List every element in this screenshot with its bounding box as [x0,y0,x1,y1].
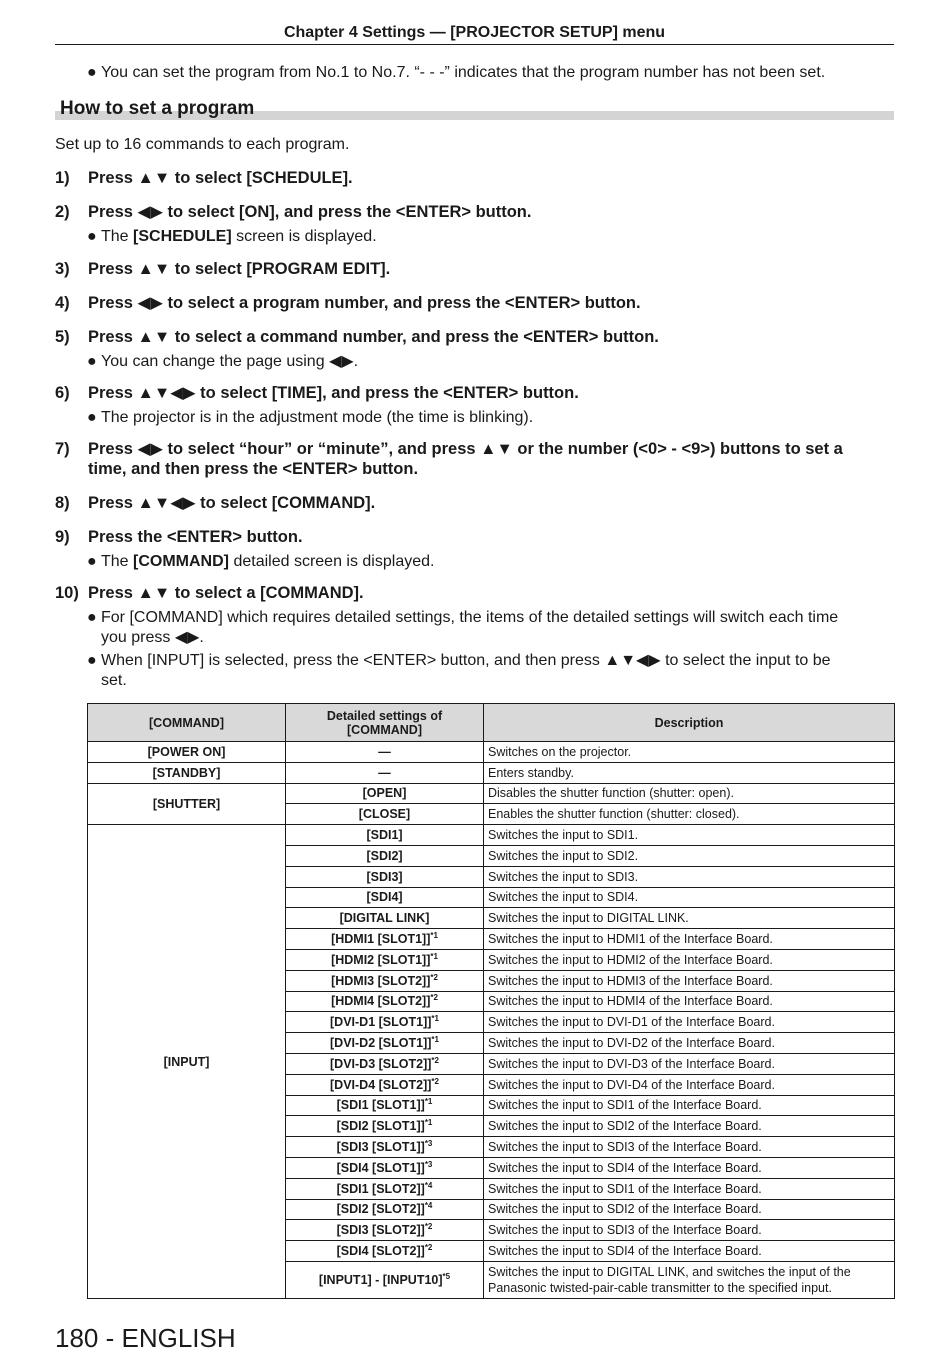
detail-cell: [SDI4 [SLOT2]]$^{*2}$ [286,1241,484,1262]
detail-cell: [OPEN] [286,783,484,804]
header-description: Description [484,704,895,742]
description-cell: Switches the input to HDMI1 of the Interface Board. [484,929,895,950]
command-cell: [SHUTTER] [88,783,286,825]
detail-cell: [SDI4] [286,887,484,908]
detail-cell: [CLOSE] [286,804,484,825]
footnote-mark: *1 [431,1014,439,1024]
detail-cell: [DVI-D2 [SLOT1]]$^{*1}$ [286,1033,484,1054]
section-heading [55,98,894,122]
description-cell: Switches the input to DVI-D1 of the Interface Board. [484,1012,895,1033]
bullet-icon: ● [87,409,97,426]
footnote-mark: *3 [424,1159,433,1169]
footnote-mark: *1 [424,1118,433,1128]
description-cell: Switches the input to SDI2 of the Interface Board. [484,1199,895,1220]
header-detail: Detailed settings of [COMMAND] [286,704,484,742]
description-cell: Switches the input to SDI3. [484,866,895,887]
description-cell: Switches the input to SDI4 of the Interface Board. [484,1157,895,1178]
detail-cell: [HDMI2 [SLOT1]]$^{*1}$ [286,949,484,970]
footnote-mark: *2 [424,1242,433,1252]
footnote-mark: *2 [424,1222,433,1232]
detail-cell: [DVI-D4 [SLOT2]]$^{*2}$ [286,1074,484,1095]
footnote-mark: *2 [431,1055,439,1065]
chapter-header: Chapter 4 Settings — [PROJECTOR SETUP] menu [55,22,894,45]
description-cell: Switches the input to DIGITAL LINK, and switches the input of the Panasonic twisted-pair-cable transmitter to the specified input. [484,1261,895,1298]
description-cell: Switches the input to SDI2. [484,845,895,866]
detail-cell: [DIGITAL LINK] [286,908,484,929]
bullet-icon: ● [87,553,97,570]
detail-cell: [SDI1 [SLOT1]]$^{*1}$ [286,1095,484,1116]
detail-cell: [SDI3] [286,866,484,887]
description-cell: Switches the input to HDMI2 of the Interface Board. [484,949,895,970]
description-cell: Disables the shutter function (shutter: open). [484,783,895,804]
description-cell: Switches the input to SDI4 of the Interface Board. [484,1241,895,1262]
bullet-icon: ● [87,353,97,370]
command-cell: [INPUT] [88,825,286,1299]
description-cell: Enables the shutter function (shutter: closed). [484,804,895,825]
footnote-mark: *2 [430,972,438,982]
description-cell: Switches the input to SDI4. [484,887,895,908]
description-cell: Switches the input to DIGITAL LINK. [484,908,895,929]
description-cell: Switches the input to HDMI4 of the Interface Board. [484,991,895,1012]
description-cell: Switches the input to SDI1 of the Interface Board. [484,1095,895,1116]
description-cell: Switches the input to SDI1. [484,825,895,846]
detail-cell: [DVI-D3 [SLOT2]]$^{*2}$ [286,1053,484,1074]
page-number: 180 - ENGLISH [55,1323,236,1353]
detail-cell: [HDMI4 [SLOT2]]$^{*2}$ [286,991,484,1012]
footnote-mark: *3 [424,1138,433,1148]
section-intro: Set up to 16 commands to each program. [55,136,350,153]
footnote-mark: *4 [424,1201,433,1211]
detail-cell: [SDI2 [SLOT2]]$^{*4}$ [286,1199,484,1220]
bullet-icon: ● [87,609,97,626]
description-cell: Switches the input to SDI3 of the Interface Board. [484,1220,895,1241]
bullet-icon: ● [87,228,97,245]
description-cell: Switches the input to HDMI3 of the Interface Board. [484,970,895,991]
command-cell: [STANDBY] [88,762,286,783]
detail-cell: [HDMI1 [SLOT1]]$^{*1}$ [286,929,484,950]
command-table [87,703,895,1299]
table-row [88,742,895,763]
footnote-mark: *4 [424,1180,433,1190]
table-row [88,825,895,846]
footnote-mark: *2 [430,993,438,1003]
table-row [88,783,895,804]
footnote-mark: *1 [430,930,438,940]
description-cell: Switches the input to DVI-D4 of the Interface Board. [484,1074,895,1095]
detail-cell: [SDI1] [286,825,484,846]
footnote-mark: *1 [431,1034,439,1044]
detail-cell: — [286,762,484,783]
footnote-mark: *2 [431,1076,439,1086]
bullet-icon: ● [87,64,97,81]
detail-cell: — [286,742,484,763]
footnote-mark: *5 [442,1271,451,1281]
detail-cell: [SDI3 [SLOT2]]$^{*2}$ [286,1220,484,1241]
detail-cell: [DVI-D1 [SLOT1]]$^{*1}$ [286,1012,484,1033]
detail-cell: [SDI3 [SLOT1]]$^{*3}$ [286,1137,484,1158]
detail-cell: [HDMI3 [SLOT2]]$^{*2}$ [286,970,484,991]
section-title: How to set a program [60,98,255,119]
header-command: [COMMAND] [88,704,286,742]
description-cell: Switches on the projector. [484,742,895,763]
detail-cell: [SDI4 [SLOT1]]$^{*3}$ [286,1157,484,1178]
description-cell: Switches the input to DVI-D3 of the Interface Board. [484,1053,895,1074]
footnote-mark: *1 [430,951,438,961]
description-cell: Switches the input to SDI2 of the Interface Board. [484,1116,895,1137]
bullet-icon: ● [87,652,97,669]
command-cell: [POWER ON] [88,742,286,763]
table-header-row [88,704,895,742]
detail-cell: [SDI2] [286,845,484,866]
description-cell: Switches the input to DVI-D2 of the Interface Board. [484,1033,895,1054]
footnote-mark: *1 [424,1097,433,1107]
detail-cell: [SDI2 [SLOT1]]$^{*1}$ [286,1116,484,1137]
detail-cell: [INPUT1] - [INPUT10]$^{*5}$ [286,1261,484,1298]
description-cell: Switches the input to SDI3 of the Interface Board. [484,1137,895,1158]
description-cell: Enters standby. [484,762,895,783]
table-row [88,762,895,783]
detail-cell: [SDI1 [SLOT2]]$^{*4}$ [286,1178,484,1199]
description-cell: Switches the input to SDI1 of the Interface Board. [484,1178,895,1199]
